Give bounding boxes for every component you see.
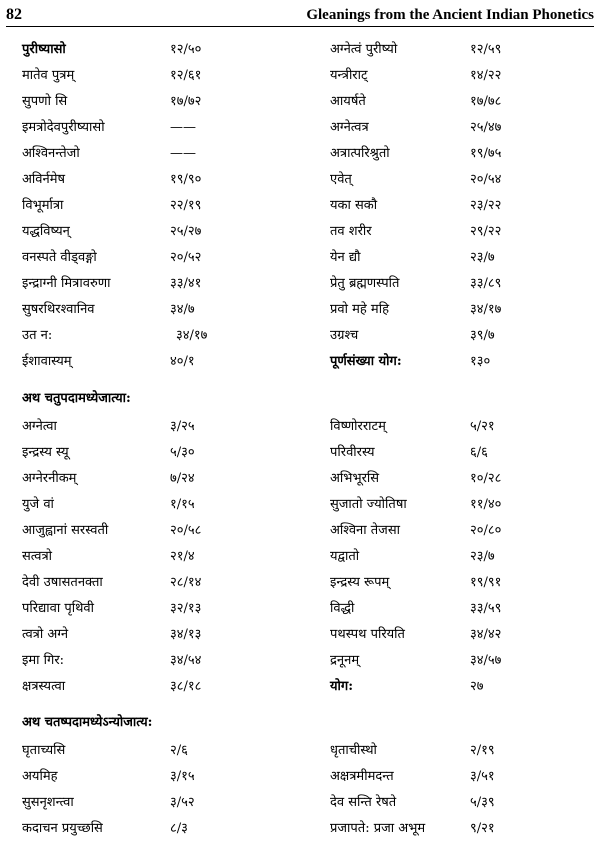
mantra-start: सुषरथिरश्वानिव [22,302,95,317]
table-row [0,648,600,674]
mantra-start: धृताचीस्थो [330,743,377,758]
mantra-start: अत्रात्परिश्रुतो [330,146,390,161]
table-row [0,414,600,440]
reference: ३/२५ [170,419,195,434]
reference: १२/५० [170,42,202,57]
mantra-start: पथस्पथ परियति [330,627,405,642]
table-row [0,323,600,349]
mantra-start: अग्नेत्वत्र [330,120,369,135]
mantra-start: उग्रश्च [330,328,359,343]
mantra-start: इन्द्रस्य रूपम् [330,575,390,590]
mantra-start: अयमिह [22,769,58,784]
mantra-start: अविर्नमेष [22,172,66,187]
reference: ३/५२ [170,795,195,810]
mantra-start: इन्द्राग्नी मित्रावरुणा [22,276,111,291]
mantra-start: सुपणो सि [22,94,68,109]
mantra-start: यका सकौ [330,198,378,213]
mantra-start: देवी उषासतनक्ता [22,575,103,590]
reference: ३९/७ [470,328,495,343]
reference: ३४/१७ [176,328,208,343]
reference: ५/३९ [470,795,495,810]
reference: १९/९० [170,172,202,187]
table-row [0,63,600,89]
table-row [0,89,600,115]
reference: —— [170,120,196,135]
table-row [0,271,600,297]
reference: २३/७ [470,250,495,265]
page-number: 82 [6,6,22,23]
mantra-start: विभूर्मात्रा [22,198,64,213]
reference: ६/६ [470,445,488,460]
table-row [0,37,600,63]
table-row [0,738,600,764]
mantra-start: येन द्यौ [330,250,361,265]
mantra-start: प्रवो महे महि [330,302,389,317]
mantra-start: मातेव पुत्रम् [22,68,75,83]
mantra-start: तव शरीर [330,224,372,239]
reference: १२/६१ [170,68,202,83]
reference: २५/२७ [170,224,202,239]
reference: ३४/४२ [470,627,502,642]
table-row [0,115,600,141]
reference: २८/१४ [170,575,202,590]
section-2-heading: अथ चतुपदामध्येजात्या: [22,391,131,406]
reference: २९/२२ [470,224,502,239]
table-row [0,466,600,492]
reference: ५/३० [170,445,195,460]
reference: २०/८० [470,523,502,538]
reference: १७/७२ [170,94,202,109]
mantra-start: आयर्षते [330,94,366,109]
reference: १०/२८ [470,471,502,486]
table-row [0,141,600,167]
table-row [0,193,600,219]
table-row [0,219,600,245]
table-row [0,816,600,842]
reference: १९/७५ [470,146,502,161]
reference: २३/२२ [470,198,502,213]
total-label: पूर्णसंख्या योग: [330,354,402,369]
mantra-start: यद्वातो [330,549,360,564]
table-row [0,297,600,323]
reference: २/१९ [470,743,495,758]
mantra-start: सुजातो ज्योतिषा [330,497,407,512]
reference: —— [170,146,196,161]
reference: ३/५१ [470,769,495,784]
reference: १४/२२ [470,68,502,83]
table-row [0,544,600,570]
mantra-start: पुरीष्यासो [22,42,66,57]
section-3-heading: अथ चतष्पदामध्येऽन्योजात्य: [22,715,153,730]
mantra-start: परिवीरस्य [330,445,375,460]
reference: ३४/१३ [170,627,202,642]
reference: ११/४० [470,497,502,512]
reference: ३४/१७ [470,302,502,317]
mantra-start: सुसनृशन्त्वा [22,795,74,810]
mantra-start: अभिभूरसि [330,471,380,486]
reference: २५/४७ [470,120,502,135]
reference: २/६ [170,743,188,758]
reference: २०/५४ [470,172,502,187]
table-row [0,440,600,466]
mantra-start: विष्णोरराटम् [330,419,386,434]
mantra-start: क्षत्रस्यत्वा [22,679,66,694]
mantra-start: अश्विना तेजसा [330,523,400,538]
reference: १७/७८ [470,94,502,109]
mantra-start: त्वत्रो अग्ने [22,627,69,642]
mantra-start: घृताच्यसि [22,743,66,758]
reference: १९/९१ [470,575,502,590]
reference: ३४/५४ [170,653,202,668]
reference: १२/५९ [470,42,502,57]
mantra-start: प्रेतु ब्रह्मणस्पति [330,276,400,291]
reference: २२/१९ [170,198,202,213]
mantra-start: एवेत् [330,172,352,187]
reference: ३३/५९ [470,601,502,616]
reference: २३/७ [470,549,495,564]
reference: १/१५ [170,497,195,512]
page-header [6,4,594,27]
reference: ३४/५७ [470,653,502,668]
reference: २०/५८ [170,523,202,538]
total-value: १३० [470,354,491,369]
mantra-start: अग्नेत्वं पुरीष्यो [330,42,398,57]
mantra-start: अक्षत्रमीमदन्त [330,769,394,784]
reference: ८/३ [170,821,188,836]
reference: ७/२४ [170,471,195,486]
mantra-start: कदाचन प्रयुच्छसि [22,821,103,836]
reference: ३२/१३ [170,601,202,616]
mantra-start: परिद्यावा पृथिवी [22,601,95,616]
mantra-start: अश्विनन्तेजो [22,146,80,161]
table-row [0,790,600,816]
table-row [0,622,600,648]
reference: ५/२१ [470,419,495,434]
mantra-start: ईशावास्यम् [22,354,72,369]
mantra-start: उत न: [22,328,53,343]
reference: ४०/१ [170,354,195,369]
mantra-start: अग्नेत्वा [22,419,57,434]
table-row [0,674,600,700]
table-row [0,349,600,375]
mantra-start: सत्वत्रो [22,549,53,564]
mantra-start: युजे वां [22,497,54,512]
mantra-start: द्रनूनम् [330,653,360,668]
mantra-start: वनस्पते वीड्वङ्गो [22,250,97,265]
reference: ३३/४१ [170,276,202,291]
mantra-start: इन्द्रस्य स्यू [22,445,69,460]
reference: ३४/७ [170,302,195,317]
reference: ३३/८९ [470,276,502,291]
table-row [0,764,600,790]
mantra-start: इमत्रोदेवपुरीष्यासो [22,120,105,135]
running-title: Gleanings from the Ancient Indian Phonetics [306,7,594,23]
mantra-start: आजुह्वानां सरस्वती [22,523,109,538]
table-row [0,245,600,271]
mantra-start: विद्धी [330,601,355,616]
mantra-start: प्रजापते: प्रजा अभूम [330,821,426,836]
mantra-start: यद्धविष्यन् [22,224,70,239]
mantra-start: देव सन्ति रेषते [330,795,397,810]
reference: २१/४ [170,549,195,564]
table-row [0,518,600,544]
table-row [0,167,600,193]
mantra-start: इमा गिर: [22,653,65,668]
mantra-start: अग्नेरनीकम् [22,471,77,486]
total-label: योग: [330,679,354,694]
reference: ९/२१ [470,821,495,836]
mantra-start: यन्त्रीराट् [330,68,368,83]
total-value: २७ [470,679,484,694]
reference: २०/५२ [170,250,202,265]
reference: ३८/१८ [170,679,202,694]
table-row [0,570,600,596]
reference: ३/१५ [170,769,195,784]
table-row [0,596,600,622]
table-row [0,492,600,518]
